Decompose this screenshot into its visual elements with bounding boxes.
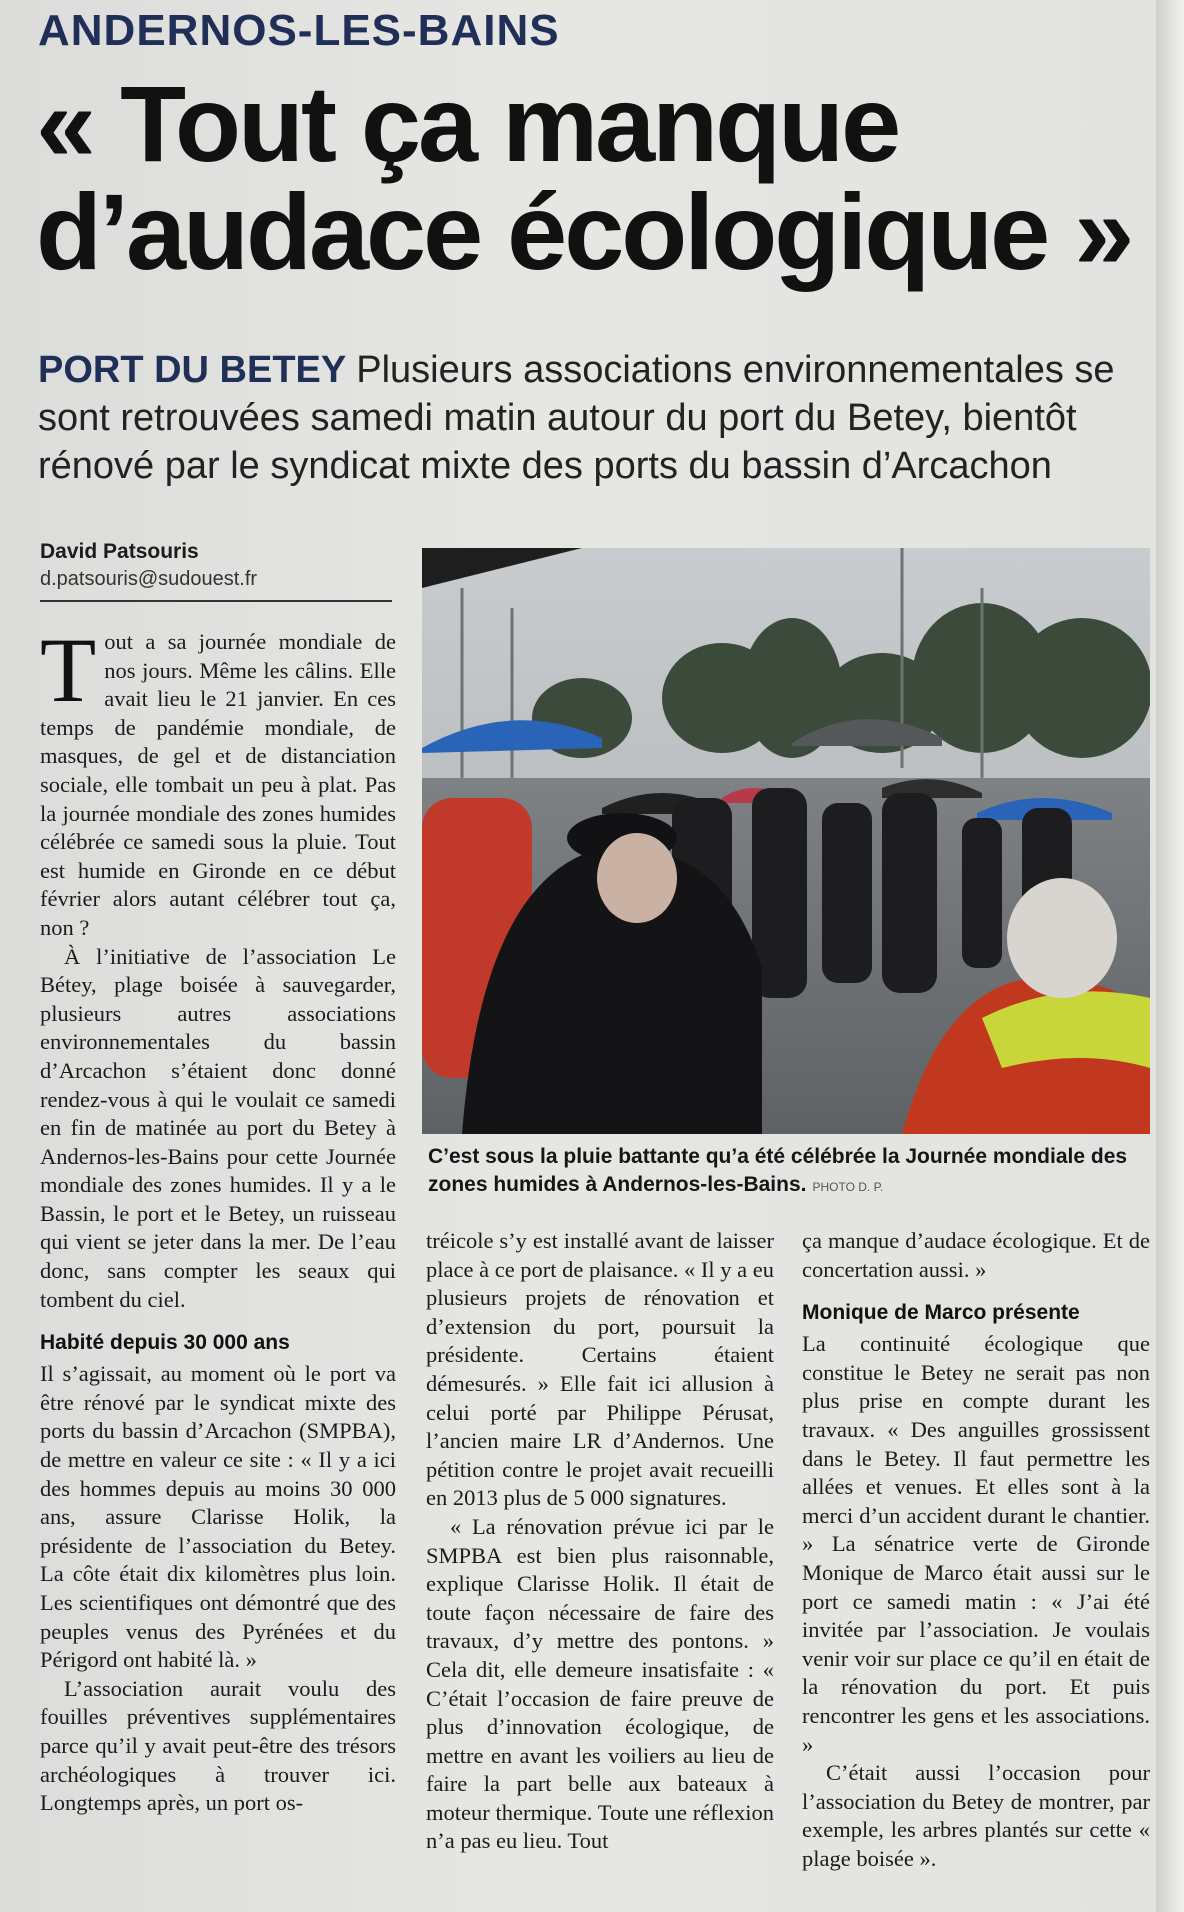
standfirst-text: Plusieurs associations environnementales se sont retrouvées samedi matin autour du port du Betey, bientôt rénové par le syndicat mixte des ports du bassin d’Arcachon: [38, 349, 1115, 487]
author-name: David Patsouris: [40, 540, 199, 563]
column-1: [40, 619, 396, 1818]
page-edge: [1156, 0, 1184, 1912]
paragraph: Il s’agissait, au moment où le port va être rénové par le syndicat mixte des ports du bassin d’Arcachon (SMPBA), de mettre en valeur ce site : « Il y a ici des hommes depuis au moins 30 000 ans, assure Clarisse Holik, la présidente de l’association du Betey. La côte était dix kilomètres plus loin. Les scientifiques ont démontré que des peuples venus des Pyrénées et du Périgord ont habité là. »: [40, 1361, 396, 1673]
photo-illustration: [422, 548, 1150, 1134]
paragraph: tréicole s’y est installé avant de laisser place à ce port de plaisance. « Il y a eu plusieurs projets de rénovation et d’extension du port, poursuit la présidente. Certains étaient démesurés. » Elle fait ici allusion à celui porté par Philippe Pérusat, l’ancien maire LR d’Andernos. Une pétition contre le projet avait recueilli en 2013 plus de 5 000 signatures.: [426, 1228, 774, 1511]
article-photo: [422, 548, 1150, 1134]
paragraph: [40, 619, 396, 943]
headline-line-2: d’audace écologique »: [36, 171, 1132, 292]
subheading: Monique de Marco présente: [802, 1301, 1080, 1325]
paragraph-text: out a sa journée mondiale de nos jours. Même les câlins. Elle avait lieu le 21 janvier. En ces temps de pandémie mondiale, de masques, de gel et de distanciation sociale, elle tombait un peu à plat. Pas la journée mondiale des zones humides célébrée ce samedi sous la pluie. Tout est humide en Gironde en ce début février alors autant célébrer tout ça, non ?: [40, 629, 396, 940]
standfirst-lead: PORT DU BETEY: [38, 349, 347, 391]
standfirst: [38, 346, 1148, 490]
column-2: [426, 1227, 774, 1856]
headline: [36, 63, 1146, 292]
photo-credit: PHOTO D. P.: [812, 1180, 884, 1194]
byline-divider: [40, 600, 392, 602]
paragraph: La continuité écologique que constitue le Betey ne serait pas non plus prise en compte durant les travaux. « Des anguilles grossissent dans le Betey. Il faut permettre les allées et venues. Et elles sont à la merci d’un accident durant le chantier. » La sénatrice verte de Gironde Monique de Marco était aussi sur le port ce samedi matin : « J’ai été invitée par l’association. Je voulais venir voir sur place ce qu’il en était de la rénovation du port. Et puis rencontrer les gens et les associations. »: [802, 1331, 1150, 1757]
paragraph: « La rénovation prévue ici par le SMPBA est bien plus raisonnable, explique Clarisse Holik. Il était de toute façon nécessaire de faire des travaux, d’y mettre des pontons. » Cela dit, elle demeure insatisfaite : « C’était l’occasion de faire preuve de plus d’innovation écologique, de mettre en avant les voiliers au lieu de faire la part belle aux bateaux à moteur thermique. Toute une réflexion n’a pas eu lieu. Tout: [426, 1513, 774, 1854]
paragraph: C’était aussi l’occasion pour l’association du Betey de montrer, par exemple, les arbres plantés sur cette « plage boisée ».: [802, 1760, 1150, 1871]
photo-caption-text: C’est sous la pluie battante qu’a été célébrée la Journée mondiale des zones humides à Andernos-les-Bains.: [428, 1145, 1128, 1196]
column-3: [802, 1227, 1150, 1873]
author-email: d.patsouris@sudouest.fr: [40, 568, 258, 590]
photo-caption: [428, 1143, 1150, 1201]
section-kicker: ANDERNOS-LES-BAINS: [38, 6, 560, 55]
drop-cap: T: [40, 619, 97, 721]
subheading: Habité depuis 30 000 ans: [40, 1331, 290, 1355]
paragraph: L’association aurait voulu des fouilles préventives supplémentaires parce qu’il y avait peut-être des trésors archéologiques à trouver ici. Longtemps après, un port os-: [40, 1675, 396, 1816]
paragraph: ça manque d’audace écologique. Et de concertation aussi. »: [802, 1228, 1150, 1282]
paragraph: À l’initiative de l’association Le Bétey, plage boisée à sauvegarder, plusieurs autres associations environnementales du bassin d’Arcachon s’étaient donc donné rendez-vous à qui le voulait ce samedi en fin de matinée au port du Betey à Andernos-les-Bains pour cette Journée mondiale des zones humides. Il y a le Bassin, le port et le Betey, un ruisseau qui vient se jeter dans la mer. De l’eau donc, sans compter les seaux qui tombent du ciel.: [40, 943, 396, 1312]
byline: [40, 540, 390, 591]
headline-line-1: « Tout ça manque: [36, 63, 899, 184]
